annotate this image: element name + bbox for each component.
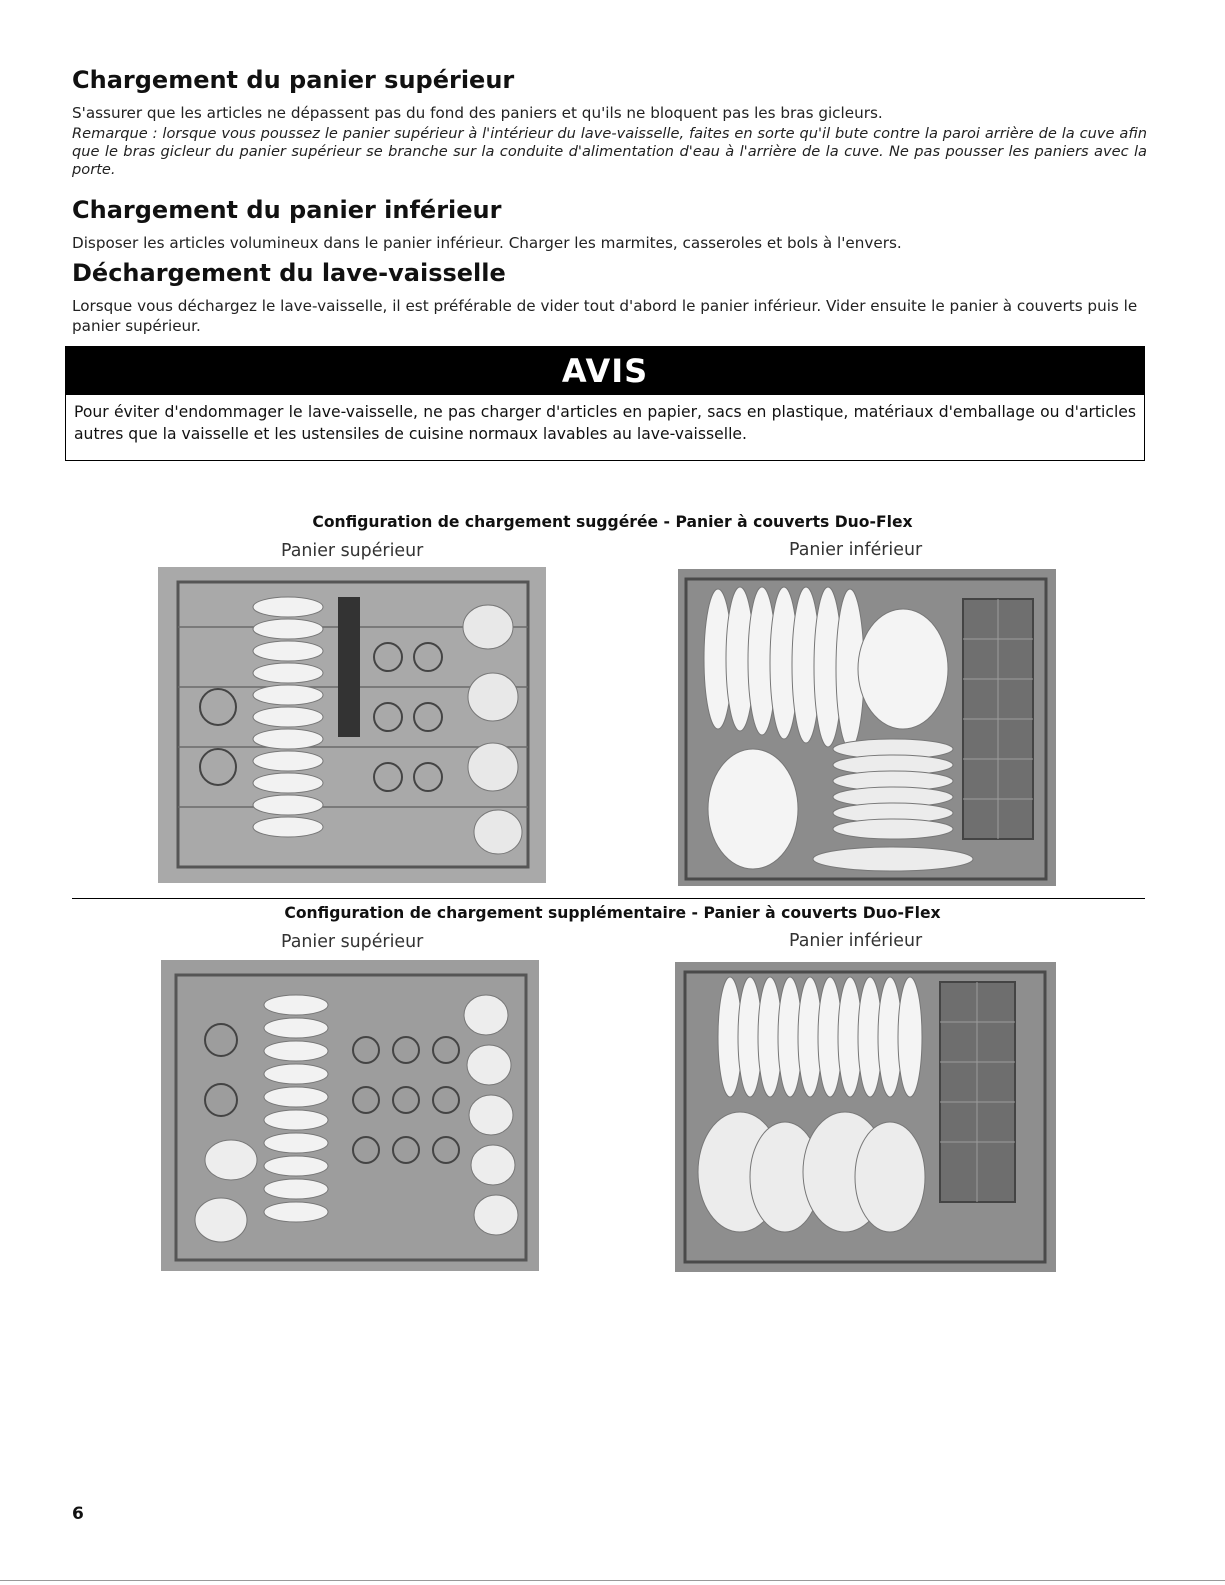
photo-upper-basket-suggested (158, 567, 546, 883)
config-divider (72, 898, 1145, 899)
unloading-text: Lorsque vous déchargez le lave-vaisselle, il est préférable de vider tout d'abord le panier inférieur. Vider ensuite le panier à couverts puis le panier supérieur. (72, 297, 1138, 335)
page-number: 6 (72, 1504, 84, 1524)
lower-loading-text: Disposer les articles volumineux dans le panier inférieur. Charger les marmites, casseroles et bols à l'envers. (72, 234, 902, 252)
config1-lower-label: Panier inférieur (789, 540, 923, 560)
notice-text: Pour éviter d'endommager le lave-vaisselle, ne pas charger d'articles en papier, sacs en plastique, matériaux d'emballage ou d'articles autres que la vaisselle et les ustensiles de cuisine normaux lavables au lave-vaisselle. (74, 403, 1136, 443)
heading-unloading: Déchargement du lave-vaisselle (72, 259, 506, 287)
config-additional-title: Configuration de chargement supplémentaire - Panier à couverts Duo-Flex (284, 904, 941, 922)
config2-lower-label: Panier inférieur (789, 931, 923, 951)
upper-loading-text: S'assurer que les articles ne dépassent pas du fond des paniers et qu'ils ne bloquent pas les bras gicleurs. (72, 104, 883, 122)
bottom-rule (0, 1580, 1225, 1581)
notice-header (66, 347, 1144, 395)
photo-lower-basket-additional (675, 962, 1056, 1272)
config1-upper-label: Panier supérieur (281, 541, 424, 561)
photo-upper-basket-additional (161, 960, 539, 1271)
notice-box (65, 346, 1145, 461)
heading-upper-loading: Chargement du panier supérieur (72, 66, 515, 94)
photo-lower-basket-suggested (678, 569, 1056, 886)
config2-upper-label: Panier supérieur (281, 932, 424, 952)
config-suggested-title: Configuration de chargement suggérée - Panier à couverts Duo-Flex (312, 513, 913, 531)
heading-lower-loading: Chargement du panier inférieur (72, 196, 502, 224)
notice-title: AVIS (561, 352, 649, 390)
upper-loading-note: Remarque : lorsque vous poussez le panier supérieur à l'intérieur du lave-vaisselle, faites en sorte qu'il bute contre la paroi arrière de la cuve afin que le bras gicleur du panier supérieur se branche sur la conduite d'alimentation d'eau à l'arrière de la cuve. Ne pas pousser les paniers avec la porte. (72, 125, 1147, 178)
